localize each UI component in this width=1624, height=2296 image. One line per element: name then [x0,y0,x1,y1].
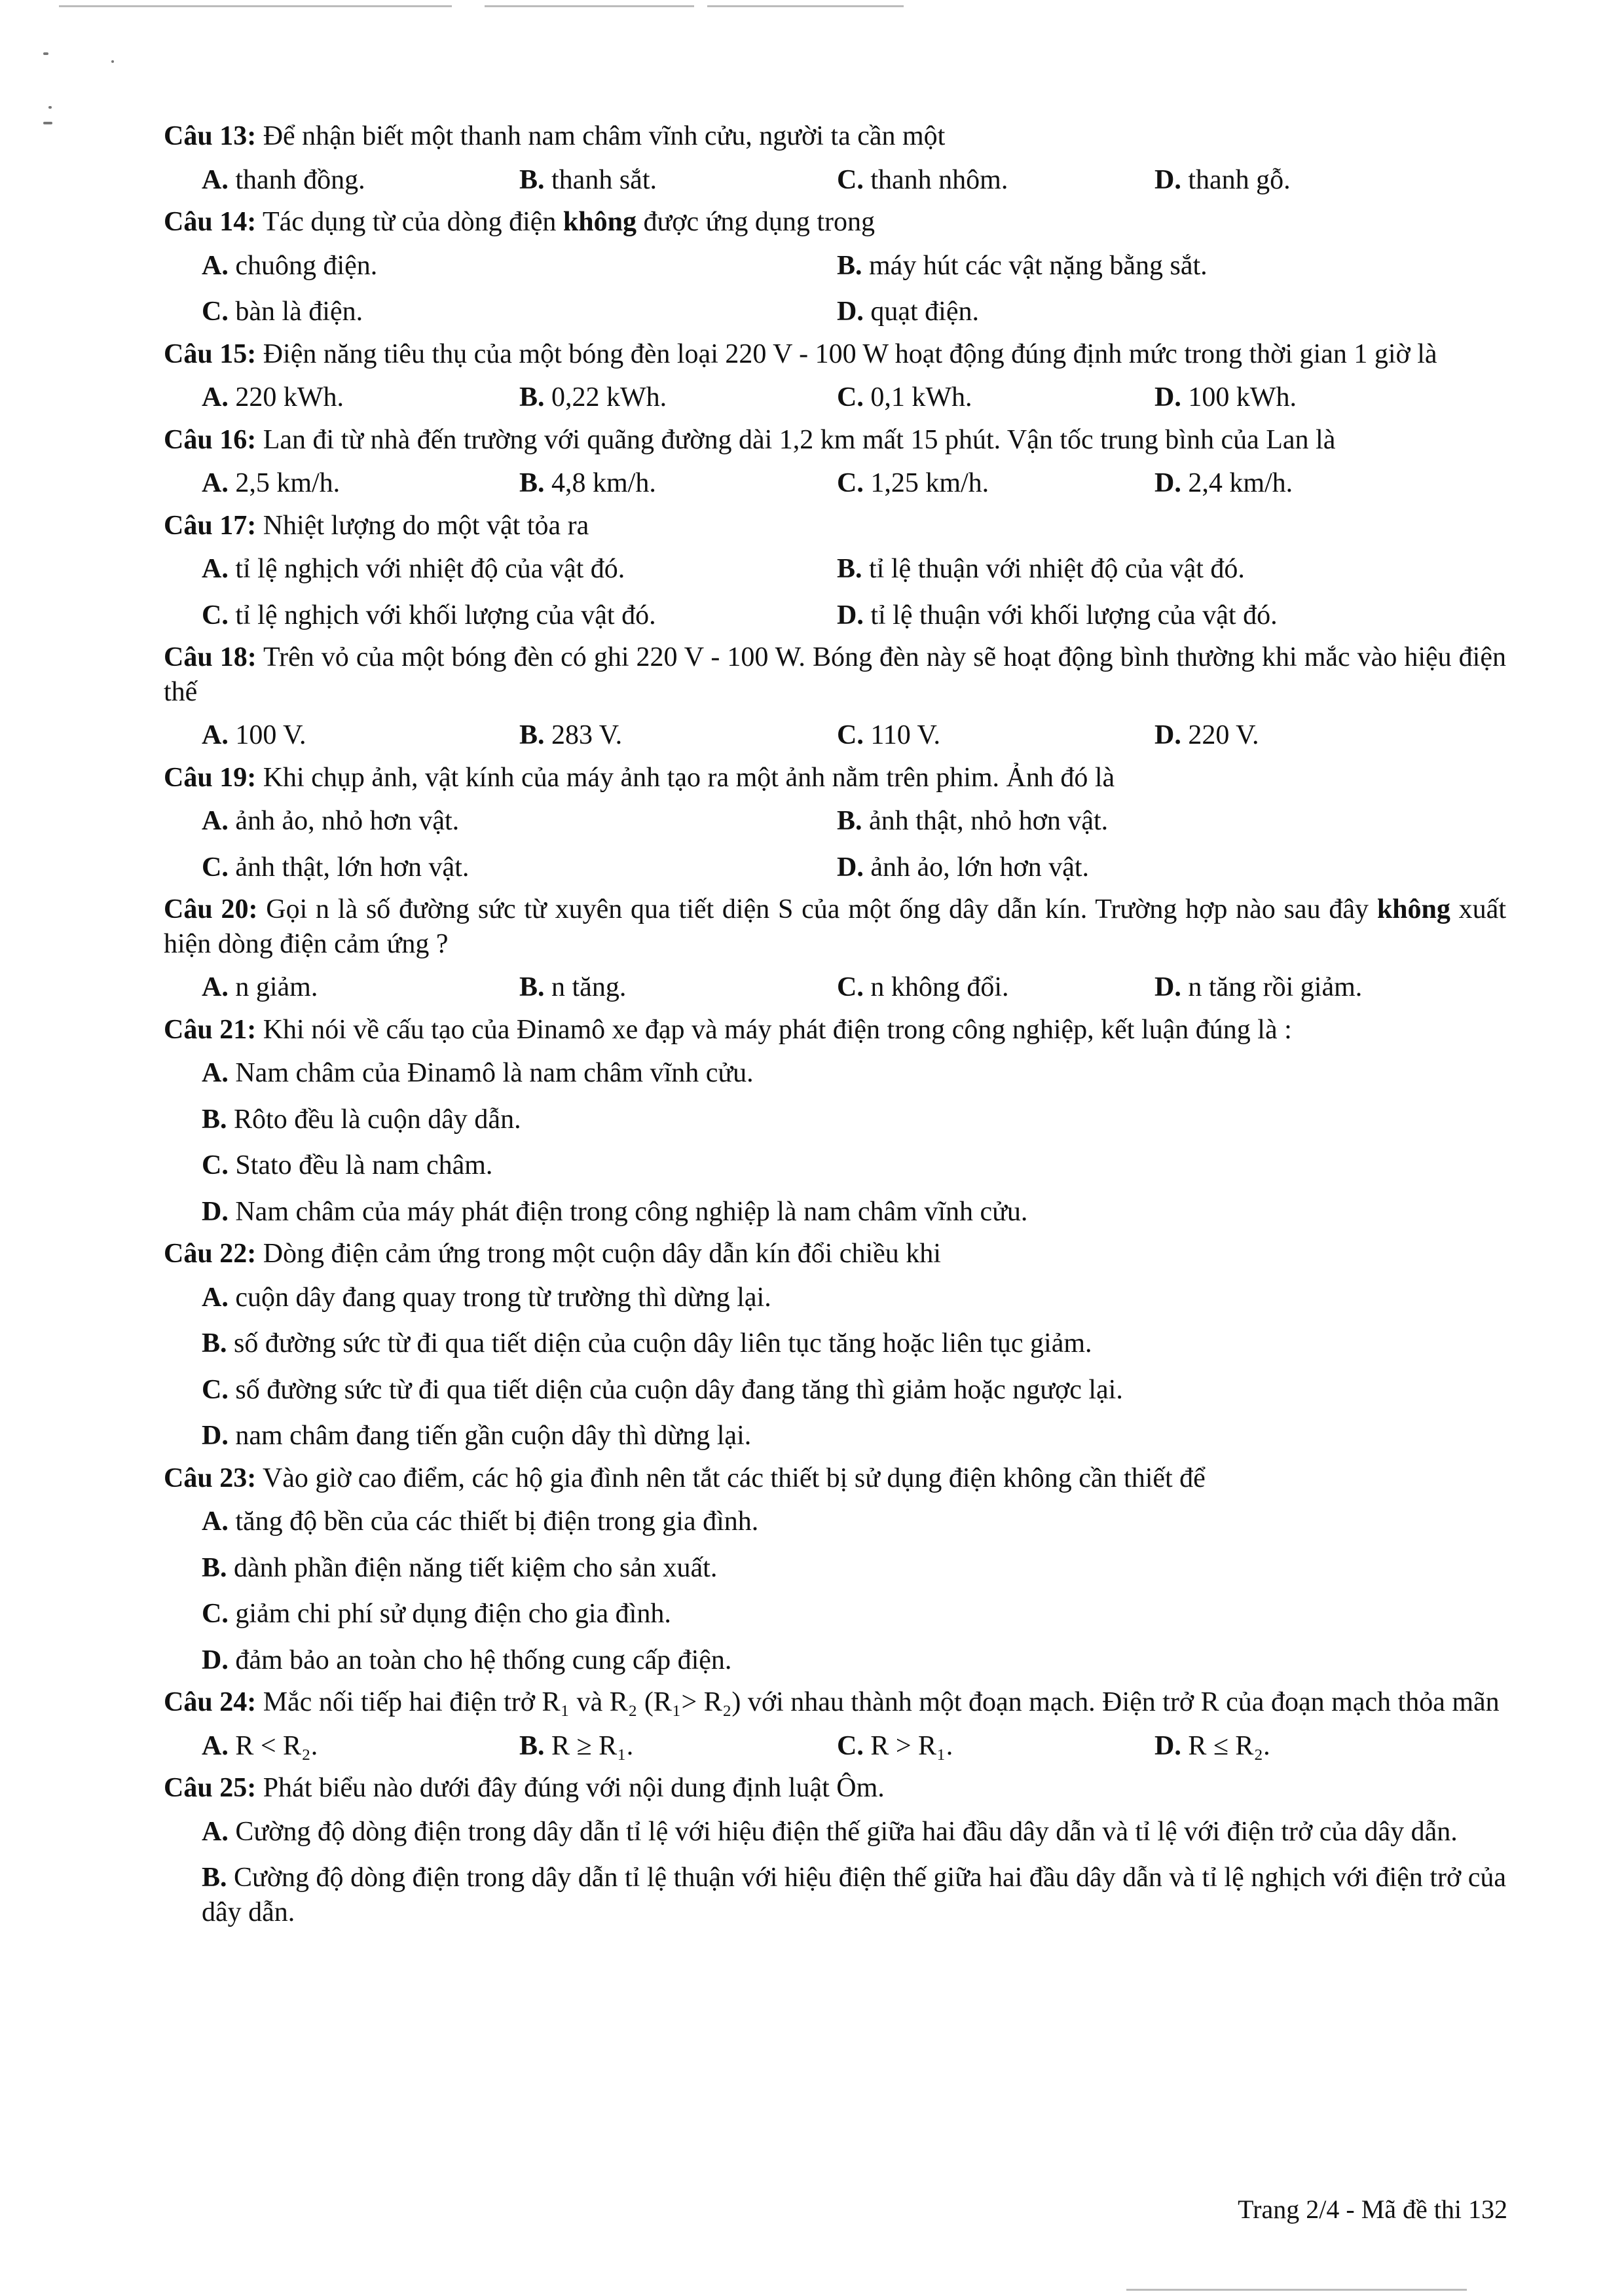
answer-options [164,804,1506,884]
question-block [164,640,1506,753]
option-text: Cường độ dòng điện trong dây dẫn tỉ lệ thuận với hiệu điện thế giữa hai đầu dây dẫn và tỉ lệ nghịch với điện trở của dây dẫn. [202,1863,1506,1927]
answer-option [837,552,1472,587]
option-key: A. [202,468,229,498]
option-key: B. [202,1552,227,1583]
option-text: R > R₁. [870,1730,953,1761]
option-key: B. [519,382,545,412]
answer-option [202,850,837,885]
answer-options [164,552,1506,632]
option-key: B. [202,1104,227,1135]
option-key: A. [202,806,229,836]
option-text: chuông điện. [235,250,378,281]
question-label: Câu 16: [164,424,257,455]
option-text: giảm chi phí sử dụng điện cho gia đình. [235,1599,671,1629]
option-text: ảnh thật, nhỏ hơn vật. [869,806,1109,836]
option-text: 0,22 kWh. [551,382,667,412]
answer-option [519,466,837,501]
option-key: B. [837,806,862,836]
answer-option [202,1504,1506,1539]
option-text: R < R₂. [235,1730,318,1761]
question-stem [164,119,1506,154]
answer-option [202,1281,1506,1315]
answer-options [164,1815,1506,1930]
question-label: Câu 25: [164,1773,257,1803]
scan-speck [48,106,52,109]
question-block [164,1685,1506,1763]
option-text: R ≤ R₂. [1188,1730,1270,1761]
answer-option [837,804,1472,839]
option-key: C. [837,972,864,1002]
answer-option [202,1373,1506,1408]
answer-options [164,466,1506,501]
answer-option [1154,970,1472,1005]
question-text: Tác dụng từ của dòng điện [262,207,563,237]
option-text: n tăng rồi giảm. [1188,972,1363,1002]
option-text: Cường độ dòng điện trong dây dẫn tỉ lệ với hiệu điện thế giữa hai đầu dây dẫn và tỉ lệ với điện trở của dây dẫn. [235,1816,1458,1847]
answer-option [837,249,1472,283]
answer-options [164,1056,1506,1229]
question-text: Gọi n là số đường sức từ xuyên qua tiết diện S của một ống dây dẫn kín. Trường hợp nào sau đây [266,894,1377,924]
scan-edge-top-1 [59,5,452,7]
option-key: D. [837,297,864,327]
option-text: nam châm đang tiến gần cuộn dây thì dừng lại. [235,1421,752,1451]
option-text: số đường sức từ đi qua tiết diện của cuộn dây đang tăng thì giảm hoặc ngược lại. [235,1374,1123,1405]
answer-option [202,1597,1506,1631]
scan-edge-top-2 [485,5,694,7]
question-label: Câu 18: [164,642,257,672]
answer-option [202,1326,1506,1361]
option-text: số đường sức từ đi qua tiết diện của cuộn dây liên tục tăng hoặc liên tục giảm. [234,1328,1092,1358]
option-key: A. [202,1730,229,1761]
question-block [164,205,1506,329]
option-key: D. [1154,972,1181,1002]
answer-option [837,850,1472,885]
question-label: Câu 20: [164,894,258,924]
option-text: 110 V. [870,720,940,750]
option-text: 0,1 kWh. [870,382,972,412]
option-key: B. [837,250,862,281]
question-text: Để nhận biết một thanh nam châm vĩnh cửu, người ta cần một [263,121,946,151]
answer-option [519,1729,837,1764]
option-key: B. [519,164,545,195]
question-block [164,1461,1506,1678]
option-text: tỉ lệ nghịch với nhiệt độ của vật đó. [235,554,625,584]
option-text: thanh gỗ. [1188,164,1291,195]
answer-options [164,249,1506,329]
option-text: 220 V. [1188,720,1259,750]
option-key: C. [202,600,229,630]
question-block [164,337,1506,415]
question-label: Câu 13: [164,121,257,151]
option-key: C. [202,852,229,883]
option-text: ảnh ảo, nhỏ hơn vật. [235,806,460,836]
answer-option [1154,718,1472,753]
answer-options [164,1504,1506,1677]
answer-option [202,380,519,415]
option-key: D. [1154,382,1181,412]
option-text: n tăng. [551,972,627,1002]
answer-option [837,466,1154,501]
option-key: B. [202,1863,227,1893]
answer-option [837,718,1154,753]
exam-questions [164,119,1506,1937]
scan-speck [43,52,48,55]
answer-option [1154,380,1472,415]
question-stem [164,509,1506,543]
question-block [164,119,1506,197]
answer-option [519,718,837,753]
scan-speck [43,122,52,124]
option-key: D. [837,600,864,630]
answer-option [837,295,1472,329]
question-text: Nhiệt lượng do một vật tỏa ra [263,510,589,541]
option-key: C. [837,382,864,412]
option-key: B. [519,720,545,750]
question-text: Dòng điện cảm ứng trong một cuộn dây dẫn kín đổi chiều khi [263,1239,941,1269]
question-text: Phát biểu nào dưới đây đúng với nội dung định luật Ôm. [263,1773,885,1803]
question-text: Vào giờ cao điểm, các hộ gia đình nên tắt các thiết bị sử dụng điện không cần thiết để [262,1463,1206,1493]
option-key: A. [202,972,229,1002]
question-label: Câu 15: [164,338,257,369]
option-key: C. [837,468,864,498]
answer-option [837,380,1154,415]
scan-speck [111,60,114,63]
option-key: A. [202,1816,229,1847]
question-block [164,423,1506,501]
option-key: A. [202,250,229,281]
answer-option [837,163,1154,198]
question-text: Mắc nối tiếp hai điện trở R₁ và R₂ (R₁> R₂) với nhau thành một đoạn mạch. Điện trở R của đoạn mạch thỏa mãn [263,1687,1500,1717]
answer-option [202,970,519,1005]
question-block [164,1013,1506,1230]
option-key: B. [519,1730,545,1761]
question-label: Câu 14: [164,207,257,237]
question-stem [164,1013,1506,1048]
option-key: D. [1154,720,1181,750]
answer-options [164,1729,1506,1764]
option-key: D. [1154,1730,1181,1761]
question-stem [164,1461,1506,1496]
scan-edge-top-3 [707,5,904,7]
answer-option [202,552,837,587]
option-key: D. [1154,468,1181,498]
answer-option [202,718,519,753]
option-key: D. [1154,164,1181,195]
question-label: Câu 24: [164,1687,257,1717]
option-key: D. [202,1645,229,1675]
answer-options [164,163,1506,198]
option-key: C. [202,1150,229,1180]
option-key: A. [202,554,229,584]
answer-option [1154,1729,1472,1764]
option-text: dành phần điện năng tiết kiệm cho sản xuất. [234,1552,718,1583]
answer-option [202,1643,1506,1678]
option-key: A. [202,1282,229,1313]
answer-option [1154,466,1472,501]
option-text: quạt điện. [870,297,979,327]
answer-option [837,970,1154,1005]
option-text: 1,25 km/h. [870,468,989,498]
option-text: R ≥ R₁. [551,1730,634,1761]
question-text: xuất hiện dòng điện cảm ứng ? [164,894,1506,959]
option-text: bàn là điện. [235,297,363,327]
answer-option [202,1102,1506,1137]
option-key: D. [202,1196,229,1227]
answer-options [164,970,1506,1005]
option-text: Stato đều là nam châm. [235,1150,493,1180]
answer-option [519,970,837,1005]
answer-option [202,1861,1506,1929]
option-key: B. [519,972,545,1002]
question-text: Khi nói về cấu tạo của Đinamô xe đạp và máy phát điện trong công nghiệp, kết luận đúng là : [263,1014,1292,1045]
option-text: 100 kWh. [1188,382,1297,412]
option-text: thanh sắt. [551,164,657,195]
option-text: cuộn dây đang quay trong từ trường thì dừng lại. [235,1282,771,1313]
question-block [164,1237,1506,1453]
option-text: Nam châm của máy phát điện trong công nghiệp là nam châm vĩnh cửu. [235,1196,1028,1227]
option-key: B. [837,554,862,584]
answer-option [519,380,837,415]
option-text: tăng độ bền của các thiết bị điện trong gia đình. [235,1506,759,1537]
scan-edge-bottom [1126,2289,1467,2291]
option-key: A. [202,1506,229,1537]
answer-options [164,380,1506,415]
answer-option [202,1815,1506,1850]
answer-option [202,1148,1506,1183]
option-text: tỉ lệ thuận với nhiệt độ của vật đó. [869,554,1245,584]
option-text: 283 V. [551,720,623,750]
option-text: tỉ lệ thuận với khối lượng của vật đó. [870,600,1278,630]
question-stem [164,1771,1506,1806]
question-text: Lan đi từ nhà đến trường với quãng đường dài 1,2 km mất 15 phút. Vận tốc trung bình của Lan là [263,424,1336,455]
answer-option [202,1195,1506,1230]
question-block [164,1771,1506,1929]
option-text: 2,5 km/h. [235,468,341,498]
option-text: 220 kWh. [235,382,344,412]
option-text: 2,4 km/h. [1188,468,1293,498]
answer-options [164,718,1506,753]
answer-option [202,804,837,839]
answer-option [1154,163,1472,198]
answer-option [202,295,837,329]
option-text: ảnh thật, lớn hơn vật. [235,852,470,883]
option-text: thanh đồng. [235,164,365,195]
option-key: A. [202,720,229,750]
question-stem [164,423,1506,458]
answer-option [202,466,519,501]
option-text: Nam châm của Đinamô là nam châm vĩnh cửu. [235,1058,754,1088]
question-text: Trên vỏ của một bóng đèn có ghi 220 V - 100 W. Bóng đèn này sẽ hoạt động bình thường khi mắc vào hiệu điện thế [164,642,1506,707]
option-text: máy hút các vật nặng bằng sắt. [869,250,1208,281]
question-stem [164,1237,1506,1271]
question-label: Câu 22: [164,1239,257,1269]
page-footer: Trang 2/4 - Mã đề thi 132 [1238,2195,1507,2224]
option-key: C. [837,720,864,750]
option-text: thanh nhôm. [870,164,1008,195]
answer-option [202,1551,1506,1586]
question-text: Điện năng tiêu thụ của một bóng đèn loại 220 V - 100 W hoạt động đúng định mức trong thời gian 1 giờ là [263,338,1437,369]
option-key: C. [202,1599,229,1629]
option-key: B. [202,1328,227,1358]
answer-option [202,163,519,198]
question-stem [164,337,1506,372]
answer-option [202,1729,519,1764]
option-key: B. [519,468,545,498]
option-text: đảm bảo an toàn cho hệ thống cung cấp điện. [235,1645,732,1675]
option-key: C. [837,1730,864,1761]
question-stem [164,205,1506,240]
option-key: C. [837,164,864,195]
emphasis-text: không [563,207,637,237]
question-label: Câu 19: [164,762,257,793]
option-text: 100 V. [235,720,306,750]
question-text: được ứng dụng trong [636,207,876,237]
option-key: C. [202,1374,229,1405]
option-text: Rôto đều là cuộn dây dẫn. [234,1104,521,1135]
option-key: A. [202,164,229,195]
question-stem [164,640,1506,709]
question-label: Câu 17: [164,510,257,541]
emphasis-text: không [1376,894,1450,924]
question-stem [164,892,1506,961]
question-text: Khi chụp ảnh, vật kính của máy ảnh tạo ra một ảnh nằm trên phim. Ảnh đó là [263,762,1115,793]
answer-option [519,163,837,198]
question-label: Câu 21: [164,1014,257,1045]
option-key: A. [202,382,229,412]
answer-option [202,1056,1506,1091]
option-key: D. [202,1421,229,1451]
option-text: n không đổi. [870,972,1009,1002]
option-text: tỉ lệ nghịch với khối lượng của vật đó. [235,600,656,630]
option-key: C. [202,297,229,327]
answer-option [837,1729,1154,1764]
option-text: ảnh ảo, lớn hơn vật. [870,852,1090,883]
option-text: n giảm. [235,972,318,1002]
question-block [164,761,1506,885]
question-block [164,509,1506,633]
answer-option [202,249,837,283]
answer-option [837,598,1472,633]
question-label: Câu 23: [164,1463,257,1493]
question-stem [164,761,1506,795]
question-stem [164,1685,1506,1720]
answer-option [202,598,837,633]
answer-option [202,1419,1506,1453]
option-key: A. [202,1058,229,1088]
answer-options [164,1281,1506,1453]
option-key: D. [837,852,864,883]
option-text: 4,8 km/h. [551,468,656,498]
question-block [164,892,1506,1005]
